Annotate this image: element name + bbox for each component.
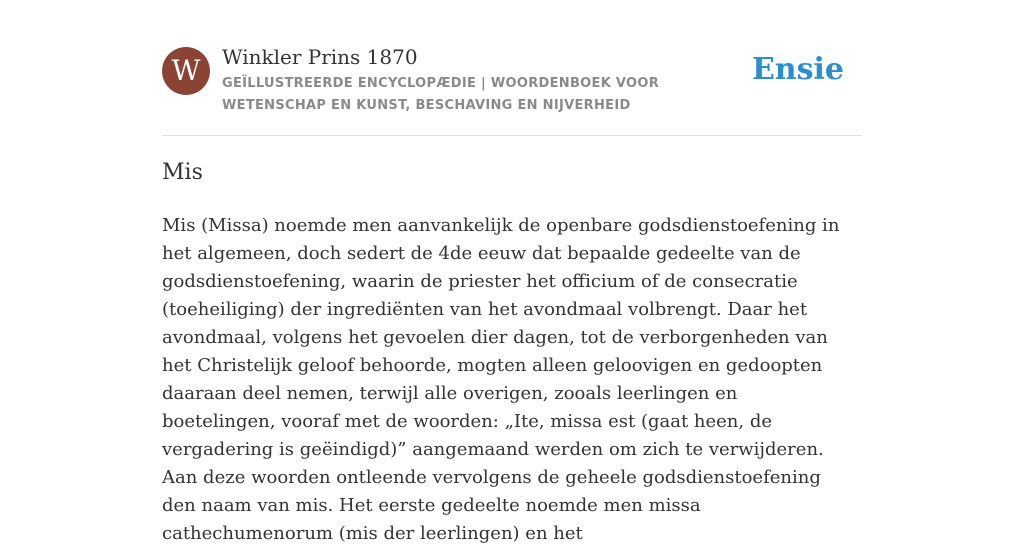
source-title[interactable]: Winkler Prins 1870: [222, 45, 418, 69]
source-header: [162, 45, 862, 135]
source-avatar[interactable]: W: [162, 47, 210, 95]
entry-title: Mis: [162, 160, 203, 185]
header-divider: [162, 135, 862, 136]
entry-body: Mis (Missa) noemde men aanvankelijk de openbare godsdienstoefening in het algemeen, doch sedert de 4de eeuw dat bepaalde gedeelte van de godsdienstoefening, waarin de priester het officium of de consecratie (toeheiliging) der ingrediënten van het avondmaal volbrengt. Daar het avondmaal, volgens het gevoelen dier dagen, tot de verborgenheden van het Christelijk geloof behoorde, mogten alleen geloovigen en gedoopten daaraan deel nemen, terwijl alle overigen, zooals leerlingen en boetelingen, vooraf met de woorden: „Ite, missa est (gaat heen, de vergadering is geëindigd)” aangemaand werden om zich te verwijderen. Aan deze woorden ontleende vervolgens de geheele godsdienstoefening den naam van mis. Het eerste gedeelte noemde men missa cathechumenorum (mis der leerlingen) en het: [162, 215, 840, 544]
source-subtitle: GEÏLLUSTREERDE ENCYCLOPÆDIE | WOORDENBOEK VOOR WETENSCHAP EN KUNST, BESCHAVING EN NIJVERHEID: [222, 76, 660, 113]
ensie-logo[interactable]: Ensie: [751, 52, 844, 87]
